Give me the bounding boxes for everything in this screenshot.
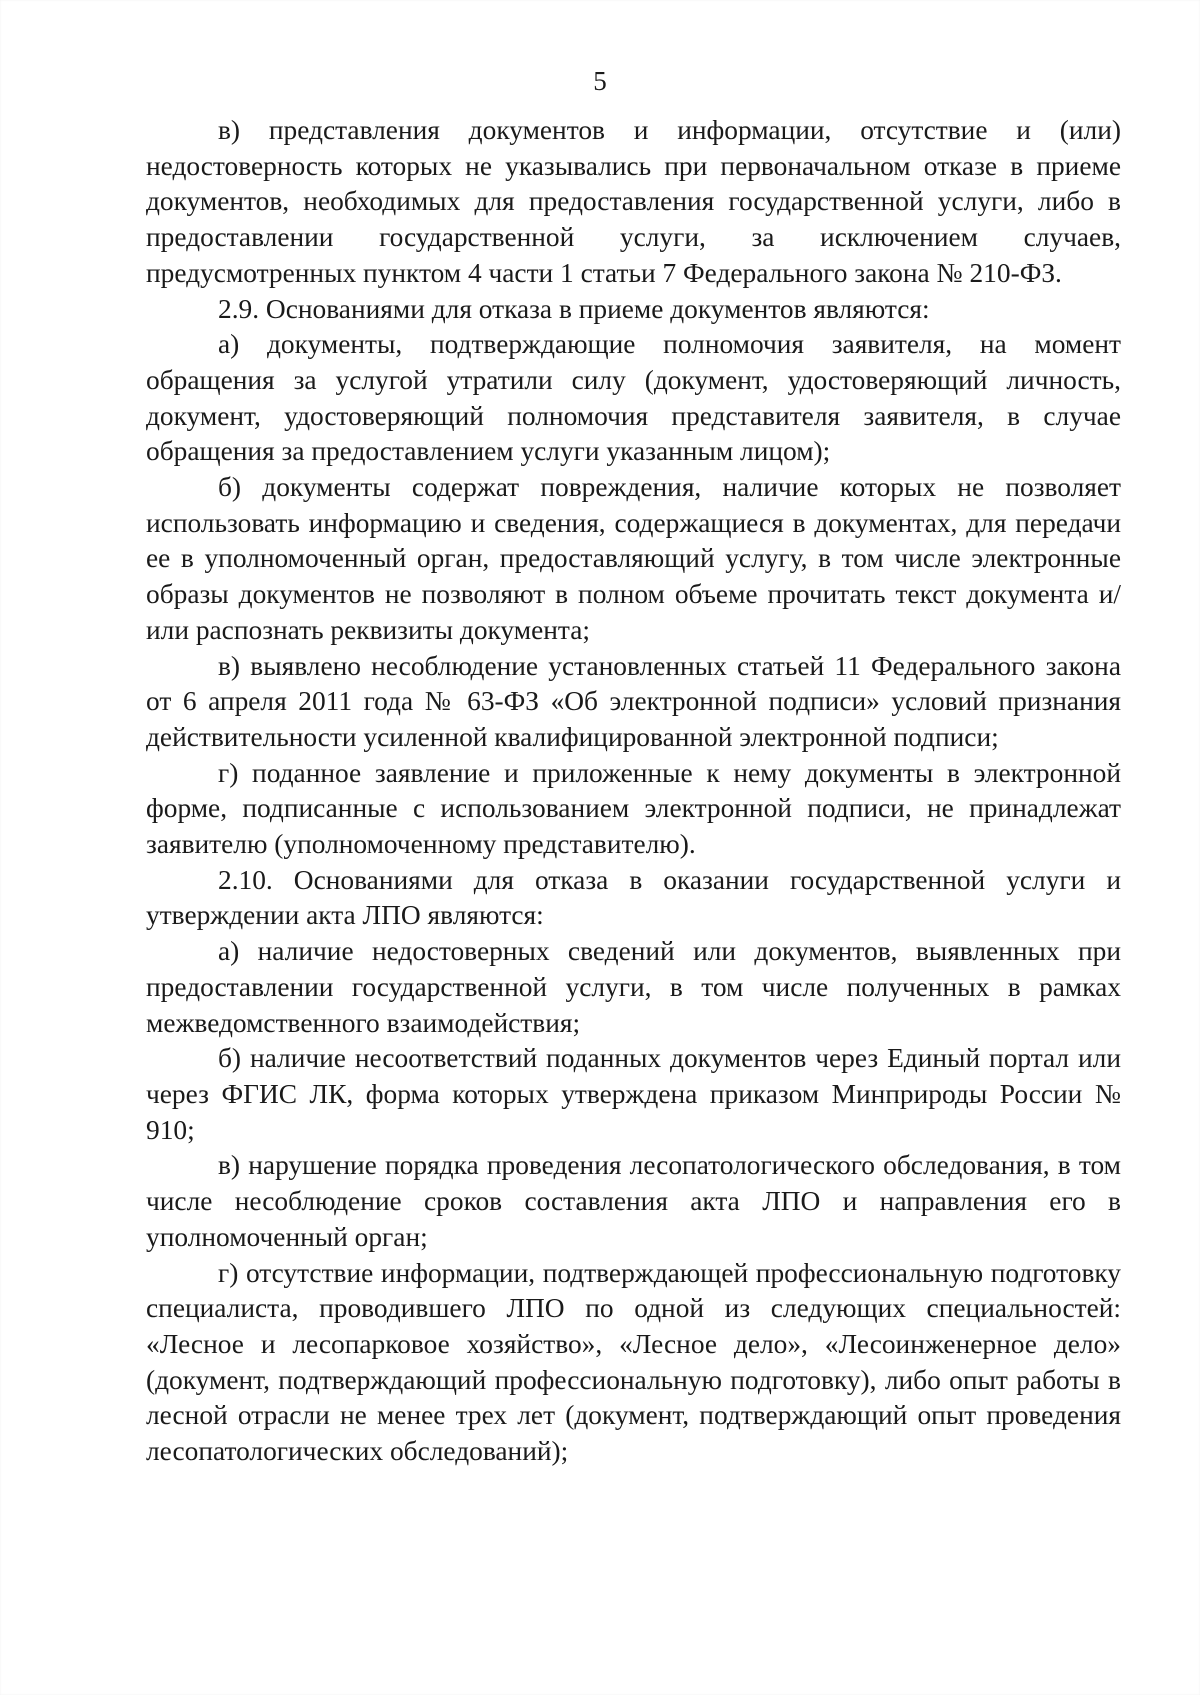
paragraph-b-damaged-documents: б) документы содержат повреждения, наличие которых не позволяет использовать информацию и сведения, содержащиеся в документах, для передачи ее в уполномоченный орган, предоставляющий услугу, в том числе электронные образы документов не позволяют в полном объеме прочитать текст документа и/или распознать реквизиты документа; xyxy=(146,472,1121,645)
paragraph-v-signature-validity: в) выявлено несоблюдение установленных статьей 11 Федерального закона от 6 апреля 2011 года № 63-ФЗ «Об электронной подписи» условий признания действительности усиленной квалифицированной электронной подписи; xyxy=(146,650,1121,752)
document-body xyxy=(146,113,1121,1470)
paragraph-2-9-heading: 2.9. Основаниями для отказа в приеме документов являются: xyxy=(218,293,930,324)
paragraph-b-document-mismatch: б) наличие несоответствий поданных документов через Единый портал или через ФГИС ЛК, форма которых утверждена приказом Минприроды России № 910; xyxy=(146,1043,1121,1145)
paragraph-v-documents-information: в) представления документов и информации, отсутствие и (или) недостоверность которых не указывались при первоначальном отказе в приеме документов, необходимых для предоставления государственной услуги, либо в предоставлении государственной услуги, за исключением случаев, предусмотренных пунктом 4 части 1 статьи 7 Федерального закона № 210-ФЗ. xyxy=(146,115,1121,288)
paragraph-v-procedure-violation: в) нарушение порядка проведения лесопатологического обследования, в том числе несоблюдение сроков составления акта ЛПО и направления его в уполномоченный орган; xyxy=(146,1150,1121,1252)
paragraph-a-inaccurate-information: а) наличие недостоверных сведений или документов, выявленных при предоставлении государственной услуги, в том числе полученных в рамках межведомственного взаимодействия; xyxy=(146,936,1121,1038)
paragraph-g-signature-ownership: г) поданное заявление и приложенные к нему документы в электронной форме, подписанные с использованием электронной подписи, не принадлежат заявителю (уполномоченному представителю). xyxy=(146,757,1121,860)
paragraph-a-authority-expired: а) документы, подтверждающие полномочия заявителя, на момент обращения за услугой утратили силу (документ, удостоверяющий личность, документ, удостоверяющий полномочия представителя заявителя, в случае обращения за предоставлением услуги указанным лицом); xyxy=(146,329,1121,467)
page-number: 5 xyxy=(593,66,607,96)
paragraph-2-10-heading: 2.10. Основаниями для отказа в оказании государственной услуги и утверждении акта ЛПО являются: xyxy=(146,864,1121,931)
paragraph-g-missing-qualification: г) отсутствие информации, подтверждающей профессиональную подготовку специалиста, проводившего ЛПО по одной из следующих специальностей: «Лесное и лесопарковое хозяйство», «Лесное дело», «Лесоинженерное дело» (документ, подтверждающий профессиональную подготовку), либо опыт работы в лесной отрасли не менее трех лет (документ, подтверждающий опыт проведения лесопатологических обследований); xyxy=(146,1257,1121,1467)
